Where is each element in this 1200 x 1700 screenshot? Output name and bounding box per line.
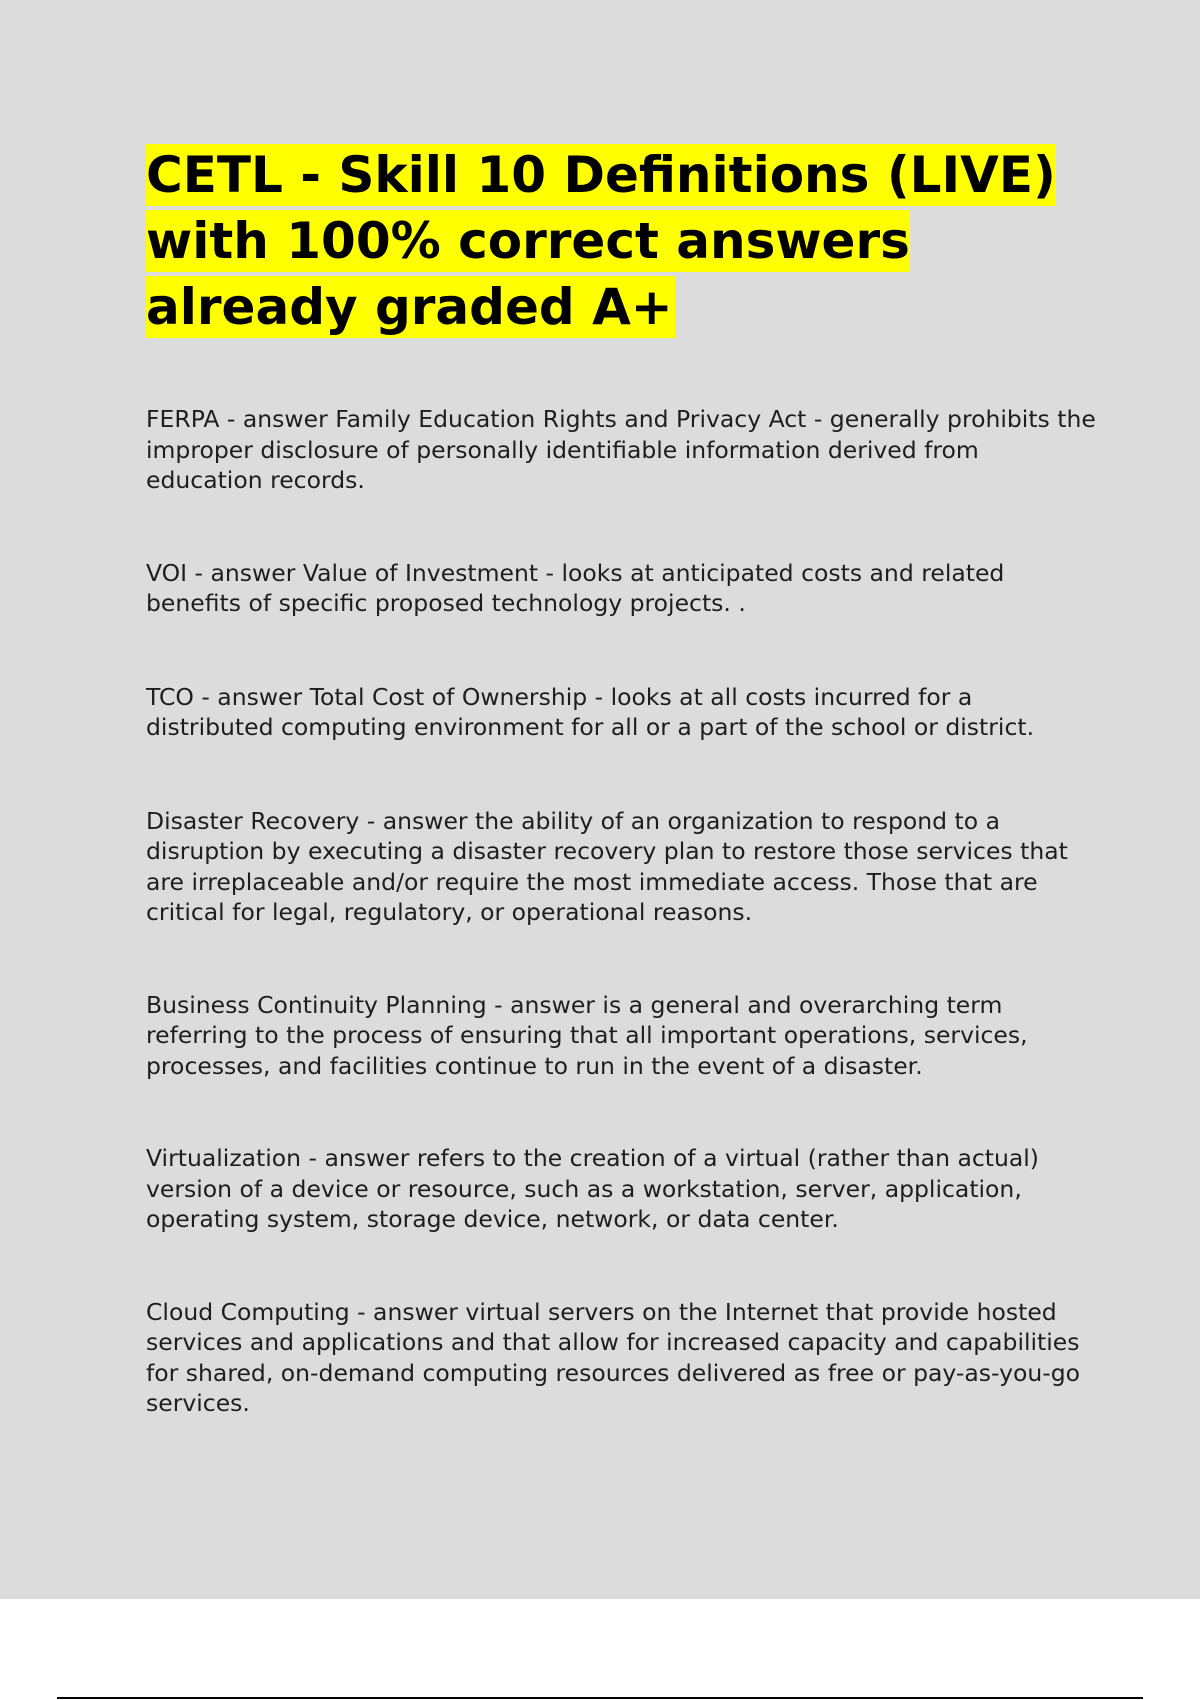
highlighted-title-text: CETL - Skill 10 Definitions (LIVE) with 100% correct answers already graded A+ — [146, 146, 1056, 336]
definition-ferpa: FERPA - answer Family Education Rights and Privacy Act - generally prohibits the improper disclosure of personally identifiable information derived from education records. — [146, 405, 1096, 494]
definition-voi: VOI - answer Value of Investment - looks at anticipated costs and related benefits of specific proposed technology projects. . — [146, 558, 1005, 617]
definition-tco: TCO - answer Total Cost of Ownership - looks at all costs incurred for a distributed computing environment for all or a part of the school or district. — [146, 682, 1035, 741]
definition-disaster-recovery: Disaster Recovery - answer the ability of an organization to respond to a disruption by executing a disaster recovery plan to restore those services that are irreplaceable and/or require the most immediate access. Those that are critical for legal, regulatory, or operational reasons. — [146, 806, 1068, 926]
page-divider — [57, 1697, 1143, 1699]
definition-virtualization: Virtualization - answer refers to the creation of a virtual (rather than actual) version of a device or resource, such as a workstation, server, application, operating system, storage device, network, or data center. — [146, 1144, 1039, 1233]
definition-cloud-computing: Cloud Computing - answer virtual servers on the Internet that provide hosted services and applications and that allow for increased capacity and capabilities for shared, on-demand computing resources delivered as free or pay-as-you-go services. — [146, 1297, 1081, 1417]
definition-business-continuity-planning: Business Continuity Planning - answer is a general and overarching term referring to the process of ensuring that all important operations, services, processes, and facilities continue to run in the event of a disaster. — [146, 990, 1028, 1080]
document-title — [146, 142, 1106, 340]
definitions-list — [146, 404, 1096, 1481]
